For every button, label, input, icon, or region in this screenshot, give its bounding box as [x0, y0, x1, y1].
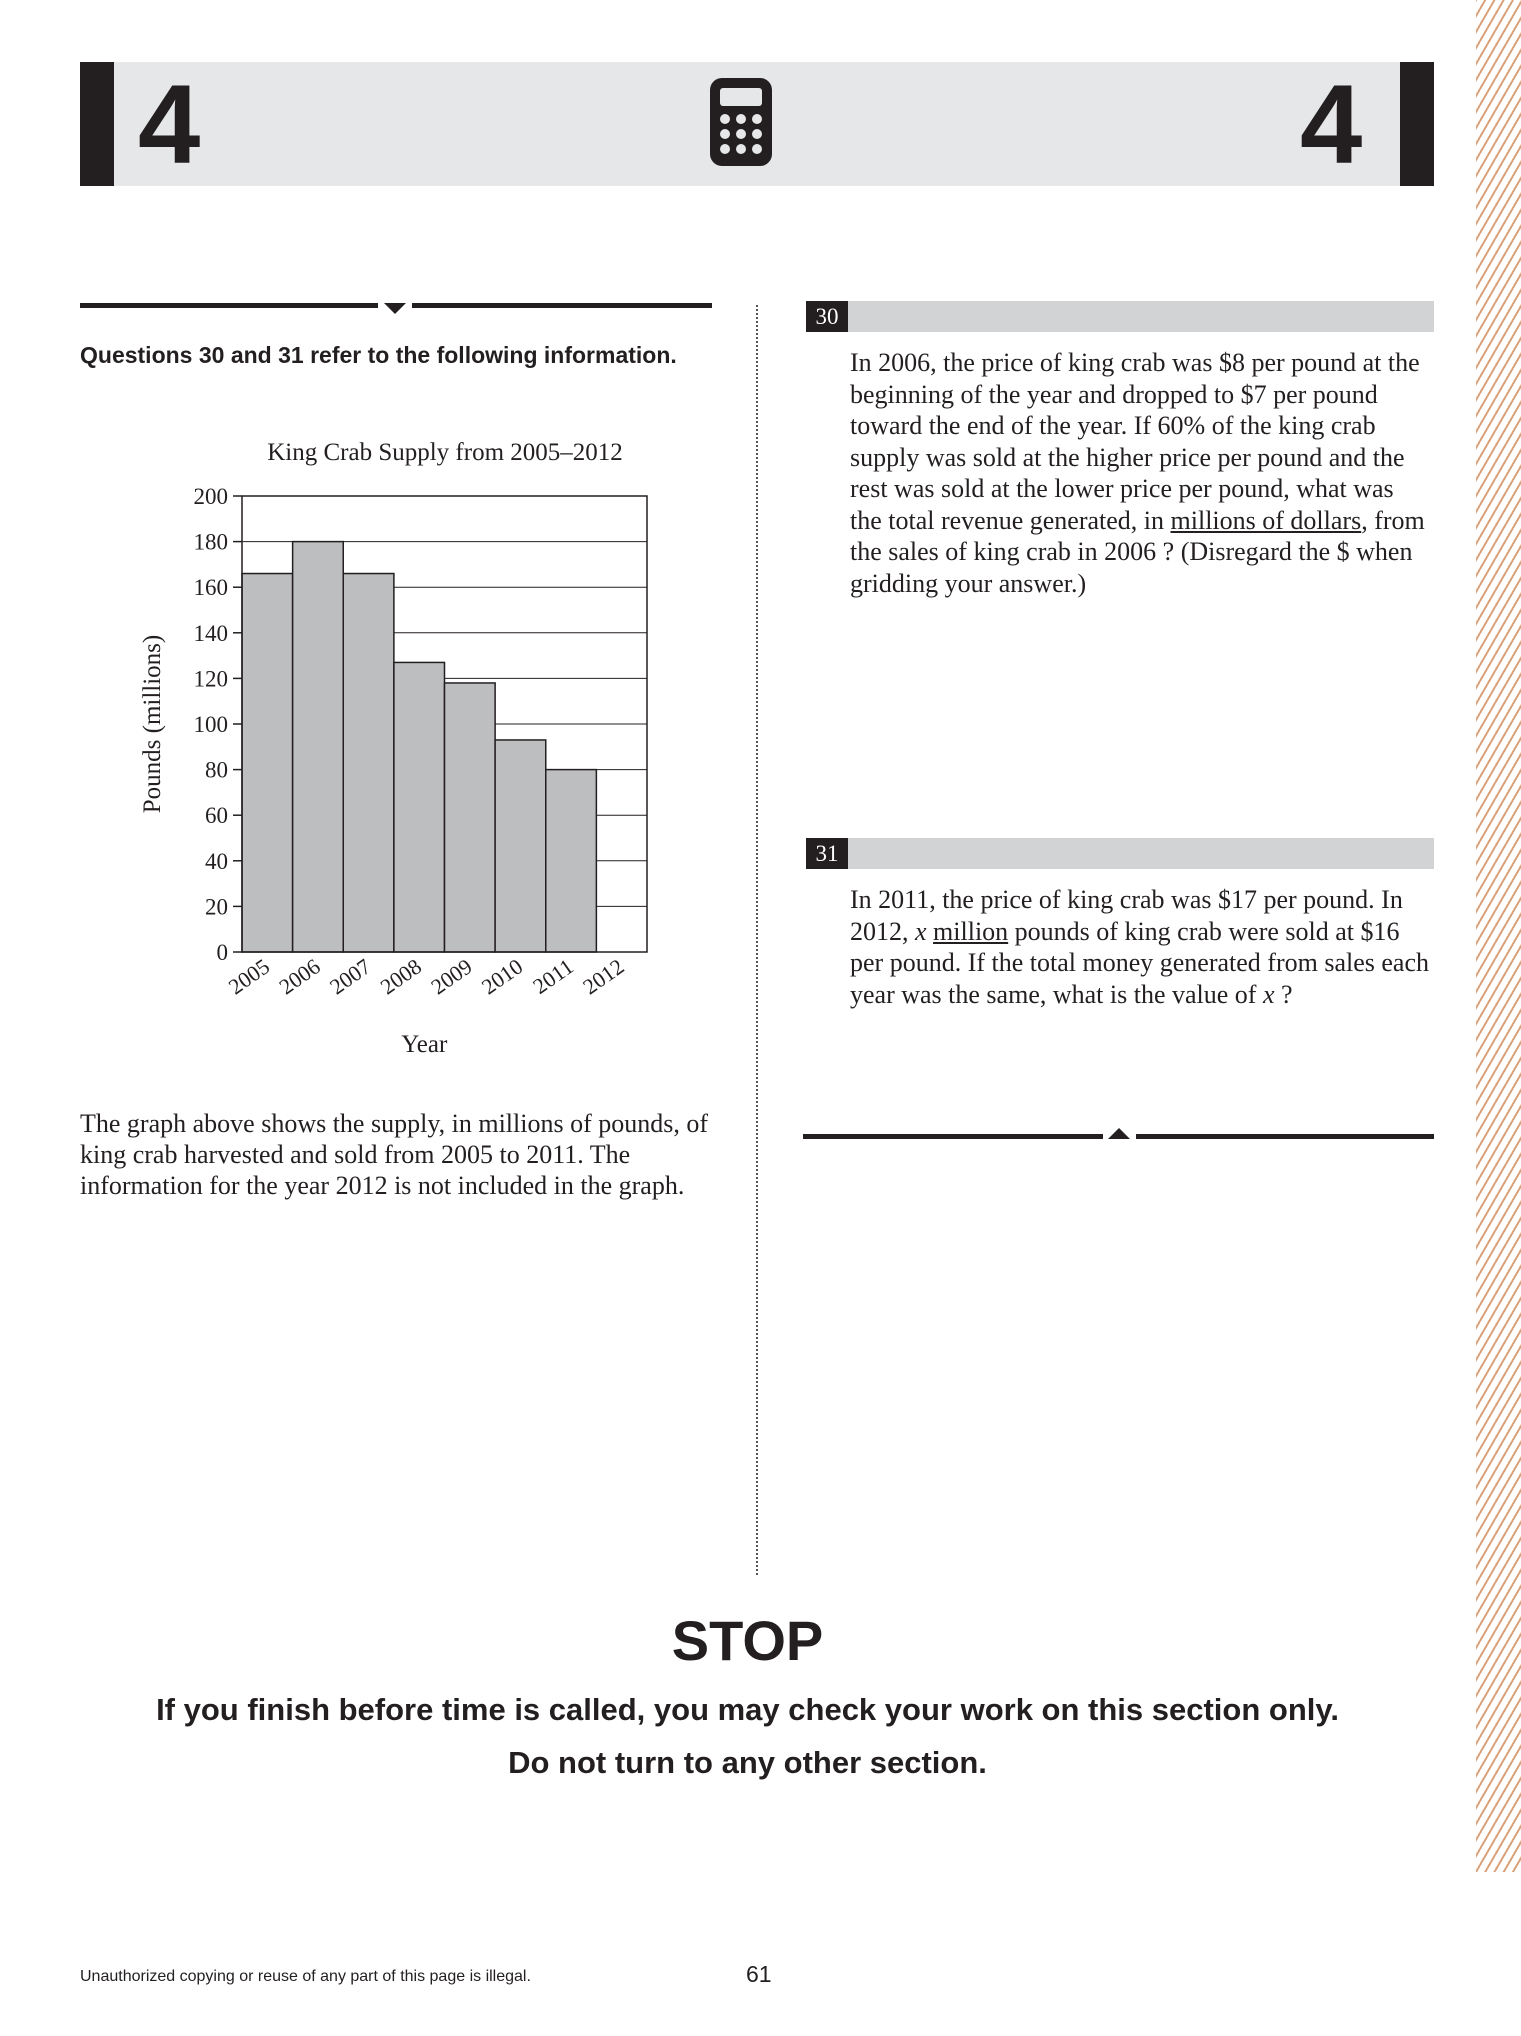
chart-bars — [242, 542, 596, 952]
rule-arrow-up — [1108, 1128, 1130, 1139]
y-tick-label: 140 — [193, 620, 228, 646]
bar-2011 — [546, 770, 597, 952]
calculator-icon — [710, 78, 772, 166]
question-30-number: 30 — [806, 301, 848, 332]
bottom-rule-right-a — [803, 1134, 1103, 1139]
x-tick-label: 2012 — [578, 953, 629, 1000]
chart-x-ticks — [224, 954, 629, 1000]
y-axis-label: Pounds (millions) — [139, 634, 166, 814]
y-tick-label: 180 — [193, 529, 228, 555]
bar-2007 — [343, 574, 394, 952]
chart-title: King Crab Supply from 2005–2012 — [267, 439, 623, 466]
bottom-rule-right-b — [1136, 1134, 1434, 1139]
stop-message-line-2: Do not turn to any other section. — [508, 1745, 987, 1780]
bar-2005 — [242, 574, 293, 952]
x-tick-label: 2007 — [325, 953, 376, 1000]
x-tick-label: 2008 — [375, 953, 427, 1000]
stop-heading: STOP — [671, 1609, 824, 1672]
section-number-right: 4 — [1300, 62, 1363, 187]
x-tick-label: 2010 — [476, 953, 528, 1000]
bar-2009 — [445, 683, 496, 952]
bar-2010 — [495, 740, 546, 952]
chart-svg — [130, 430, 670, 1070]
x-tick-label: 2006 — [274, 953, 325, 1000]
y-tick-label: 200 — [193, 484, 228, 509]
chart-description: The graph above shows the supply, in millions of pounds, of king crab harvested and sold from 2005 to 2011. The information for the year 2012 is not included in the graph. — [80, 1109, 709, 1200]
question-30-bar — [806, 301, 1434, 332]
x-tick-label: 2011 — [528, 953, 578, 999]
column-divider — [756, 305, 758, 1575]
y-tick-label: 0 — [216, 940, 228, 965]
question-31-number: 31 — [806, 838, 848, 869]
x-tick-label: 2005 — [223, 953, 275, 1000]
y-tick-label: 100 — [193, 712, 228, 737]
y-tick-label: 40 — [205, 848, 228, 874]
bar-chart — [130, 430, 670, 1070]
chart-y-ticks — [194, 484, 243, 965]
y-tick-label: 80 — [205, 757, 228, 783]
y-tick-label: 60 — [205, 803, 228, 829]
question-31-bar — [806, 838, 1434, 869]
header-bar-left — [80, 62, 114, 186]
section-number-left: 4 — [138, 62, 201, 187]
bar-2008 — [394, 662, 445, 952]
y-tick-label: 20 — [205, 894, 228, 920]
question-31-text: In 2011, the price of king crab was $17 per pound. In 2012, x million pounds of king crab were sold at $16 per pound. If the total money generated from sales each year was the same, what is the value of x ? — [850, 885, 1429, 1009]
top-rule-left-a — [80, 303, 378, 308]
rule-arrow-down — [384, 303, 406, 314]
x-axis-label: Year — [401, 1031, 448, 1058]
question-30-text: In 2006, the price of king crab was $8 per pound at the beginning of the year and dropped to $7 per pound toward the end of the year. If 60% of the king crab supply was sold at the higher price per pound and the rest was sold at the lower price per pound, what was the total revenue generated, in millions of dollars, from the sales of king crab in 2006 ? (Disregard the $ when gridding your answer.) — [850, 348, 1425, 598]
y-tick-label: 160 — [193, 575, 228, 601]
copyright-notice: Unauthorized copying or reuse of any part of this page is illegal. — [80, 1968, 531, 1985]
intro-text: Questions 30 and 31 refer to the following information. — [80, 342, 677, 368]
header-bar-right — [1400, 62, 1434, 186]
bar-2006 — [293, 542, 344, 952]
page-number: 61 — [746, 1961, 772, 1987]
y-tick-label: 120 — [193, 666, 228, 692]
stop-message-line-1: If you finish before time is called, you may check your work on this section only. — [156, 1692, 1339, 1727]
page-edge-hatch — [1476, 0, 1521, 1872]
x-tick-label: 2009 — [426, 953, 477, 1000]
top-rule-left-b — [412, 303, 712, 308]
